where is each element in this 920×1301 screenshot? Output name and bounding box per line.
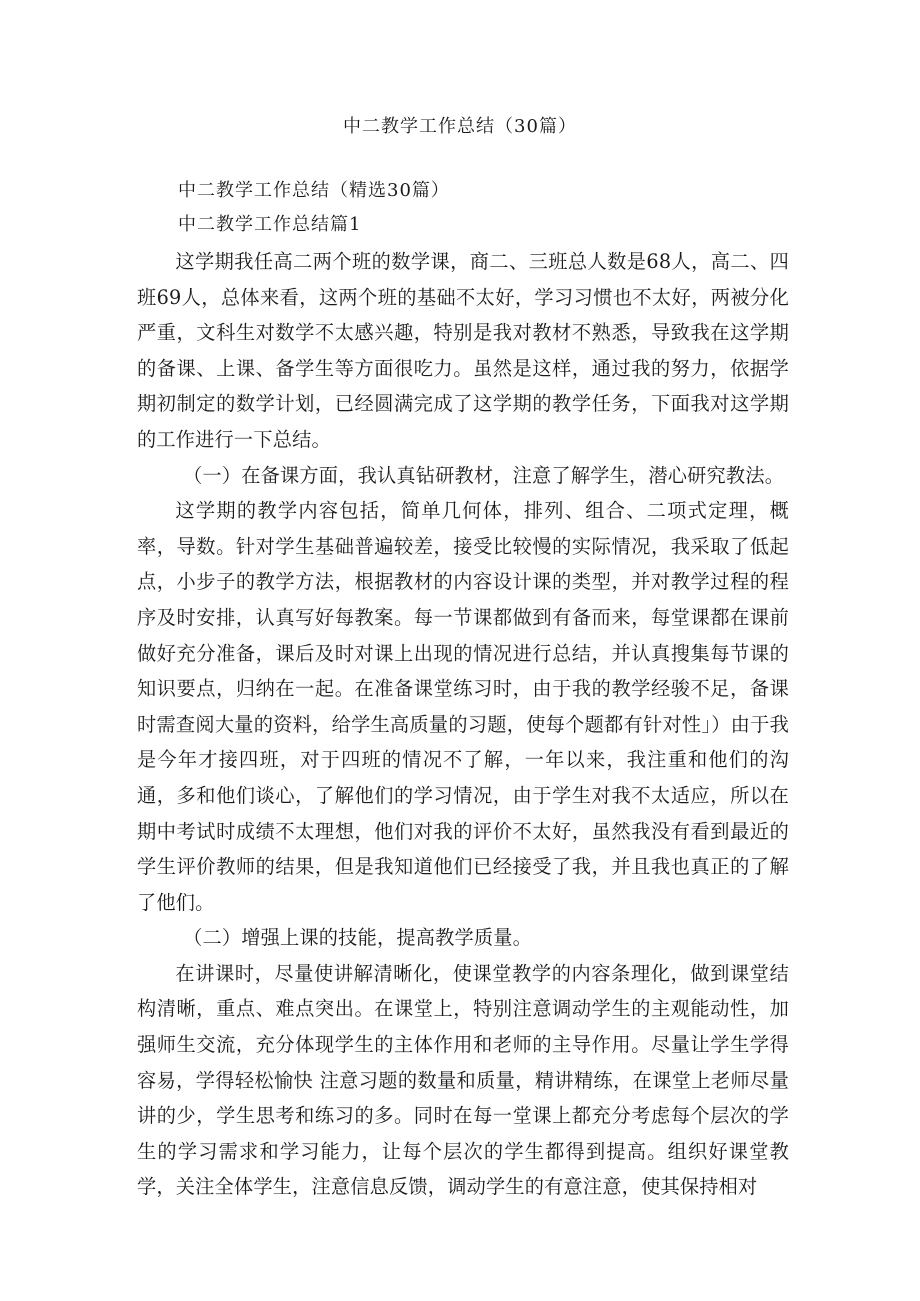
document-title: 中二教学工作总结（30篇）: [343, 116, 577, 137]
paragraph: 这学期我任高二两个班的数学课，商二、三班总人数是68人，高二、四班69人，总体来看，这两个班的基础不太好，学习习惯也不太好，两被分化严重，文科生对数学不太感兴趣，特别是我对教材不熟悉，导致我在这学期的备课、上课、备学生等方面很吃力。虽然是这样，通过我的努力，依据学期初制定的数学计划，已经圆满完成了这学期的教学任务，下面我对这学期的工作进行一下总结。: [137, 250, 789, 451]
section-heading-2: （二）增强上课的技能，提高教学质量。: [183, 926, 533, 950]
paragraph: 在讲课时，尽量使讲解清晰化，使课堂教学的内容条理化，做到课堂结构清晰，重点、难点突出。在课堂上，特别注意调动学生的主观能动性，加强师生交流，充分体现学生的主体作用和老师的主导作用。尽量让学生学得容易，学得轻松愉快 注意习题的数量和质量，精讲精练，在课堂上老师尽量讲的少，学生思考和练习的多。同时在每一堂课上都充分考虑每个层次的学生的学习需求和学习能力，让每个层次的学生都得到提高。组织好课堂教学，关注全体学生，注意信息反馈，调动学生的有意注意，使其保持相对: [137, 961, 789, 1199]
document-body: [137, 244, 789, 1205]
document-subtitle: 中二教学工作总结（精选30篇）: [178, 180, 450, 201]
paragraph: 这学期的教学内容包括，简单几何体，排列、组合、二项式定理，概率，导数。针对学生基础普遍较差，接受比较慢的实际情况，我采取了低起点，小步子的教学方法，根据教材的内容设计课的类型，并对教学过程的程序及时安排，认真写好每教案。每一节课都做到有备而来，每堂课都在课前做好充分准备，课后及时对课上出现的情况进行总结，并认真搜集每节课的知识要点，归纳在一起。在准备课堂练习时，由于我的教学经骏不足，备课时需查阅大量的资料，给学生高质量的习题，使每个题都有针对性」）由于我是今年才接四班，对于四班的情况不了解，一年以来，我注重和他们的沟通，多和他们谈心，了解他们的学习情况，由于学生对我不太适应，所以在期中考试时成绩不太理想，他们对我的评价不太好，虽然我没有看到最近的学生评价教师的结果，但是我知道他们已经接受了我，并且我也真正的了解了他们。: [137, 499, 789, 914]
section-heading-1: （一）在备课方面，我认真钻研教材，注意了解学生，潜心研究教法。: [183, 463, 785, 487]
section-heading: 中二教学工作总结篇1: [178, 214, 362, 235]
